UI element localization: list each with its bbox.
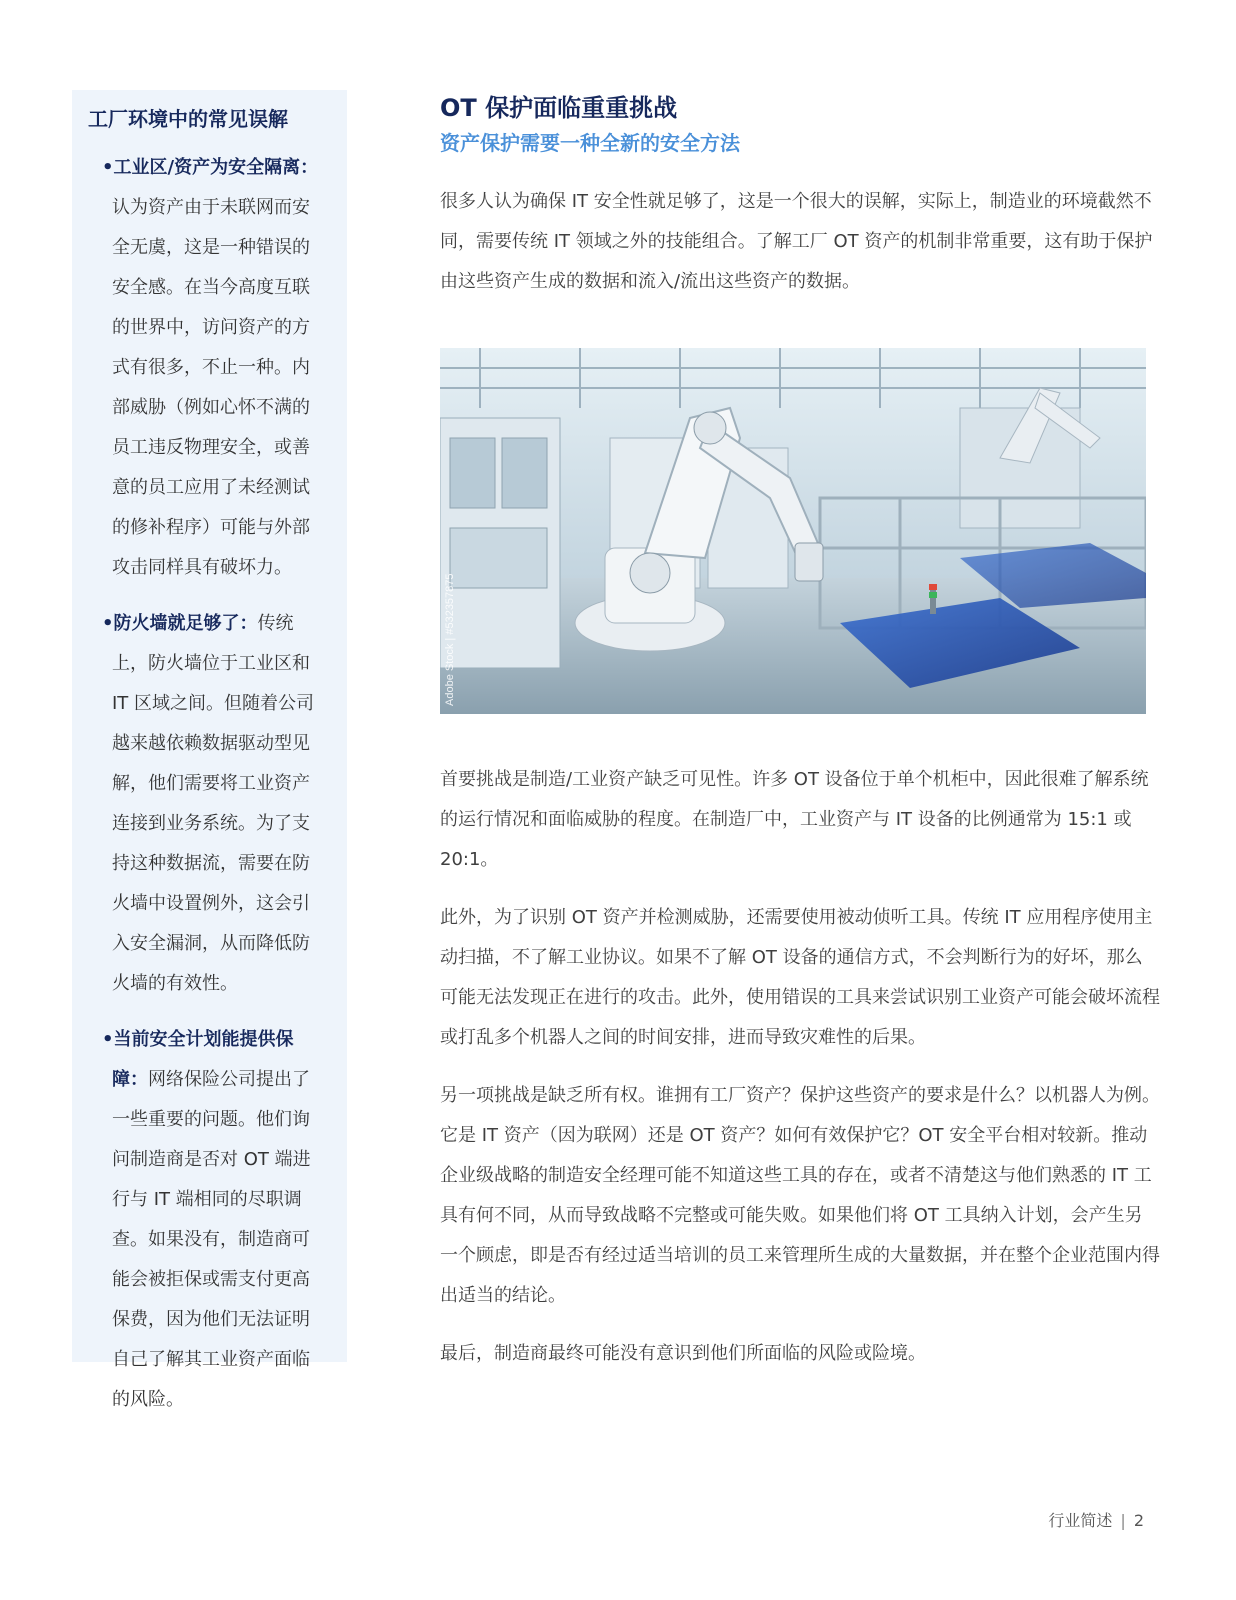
myth-body: 网络保险公司提出了一些重要的问题。他们询问制造商是否对 OT 端进行与 IT 端相同的尽职调查。如果没有，制造商可能会被拒保或需支付更高保费，因为他们无法证明自己了解其工业资产面临的风险。 (112, 1069, 311, 1410)
myth-item (88, 604, 327, 1004)
bullet: • (102, 613, 114, 634)
factory-illustration (440, 348, 1146, 714)
body-paragraph: 首要挑战是制造/工业资产缺乏可见性。许多 OT 设备位于单个机柜中，因此很难了解系统的运行情况和面临威胁的程度。在制造厂中，工业资产与 IT 设备的比例通常为 15:1 或 20:1。 (440, 769, 1149, 870)
myth-text-block (88, 1020, 327, 1420)
bullet: • (102, 157, 114, 178)
page-footer (1048, 1508, 1144, 1531)
intro-paragraph: 很多人认为确保 IT 安全性就足够了，这是一个很大的误解，实际上，制造业的环境截然不同，需要传统 IT 领域之外的技能组合。了解工厂 OT 资产的机制非常重要，这有助于保护由这些资产生成的数据和流入/流出这些资产的数据。 (440, 191, 1153, 292)
bullet: • (102, 1029, 114, 1050)
footer-section: 行业简述 (1048, 1511, 1113, 1530)
misconceptions-sidebar (72, 90, 347, 1410)
footer-separator: | (1120, 1511, 1126, 1530)
stock-watermark: Adobe Stock | #532357875 (444, 573, 456, 706)
body-paragraph: 此外，为了识别 OT 资产并检测威胁，还需要使用被动侦听工具。传统 IT 应用程序使用主动扫描，不了解工业协议。如果不了解 OT 设备的通信方式，不会判断行为的好坏，那么可能无法发现正在进行的攻击。此外，使用错误的工具来尝试识别工业资产可能会破坏流程或打乱多个机器人之间的时间安排，进而导致灾难性的后果。 (440, 907, 1160, 1048)
myth-heading: 当前安全计划能提供保障： (112, 1029, 294, 1090)
myth-item (88, 148, 327, 588)
myth-heading: 防火墙就足够了： (113, 613, 258, 634)
myth-body: 传统上，防火墙位于工业区和 IT 区域之间。但随着公司越来越依赖数据驱动型见解，他们需要将工业资产连接到业务系统。为了支持这种数据流，需要在防火墙中设置例外，这会引入安全漏洞，从而降低防火墙的有效性。 (112, 613, 315, 994)
page-subtitle: 资产保护需要一种全新的安全方法 (440, 131, 740, 155)
myth-item (88, 1020, 327, 1420)
page-title: OT 保护面临重重挑战 (440, 94, 678, 122)
body-paragraphs (440, 760, 1160, 1374)
factory-robot-photo (440, 348, 1146, 714)
sidebar-title: 工厂环境中的常见误解 (88, 107, 288, 131)
body-paragraph: 最后，制造商最终可能没有意识到他们所面临的风险或险境。 (440, 1343, 926, 1364)
myth-text-block (88, 604, 327, 1004)
main-content (440, 92, 1160, 1392)
myth-heading: 工业区/资产为安全隔离： (113, 157, 319, 178)
myth-text-block (88, 148, 327, 588)
page-number: 2 (1133, 1511, 1144, 1530)
body-paragraph: 另一项挑战是缺乏所有权。谁拥有工厂资产？保护这些资产的要求是什么？以机器人为例。它是 IT 资产（因为联网）还是 OT 资产？如何有效保护它？OT 安全平台相对较新。推动企业级战略的制造安全经理可能不知道这些工具的存在，或者不清楚这与他们熟悉的 IT 工具有何不同，从而导致战略不完整或可能失败。如果他们将 OT 工具纳入计划，会产生另一个顾虑，即是否有经过适当培训的员工来管理所生成的大量数据，并在整个企业范围内得出适当的结论。 (440, 1085, 1160, 1306)
myth-body: 认为资产由于未联网而安全无虞，这是一种错误的安全感。在当今高度互联的世界中，访问资产的方式有很多，不止一种。内部威胁（例如心怀不满的员工违反物理安全，或善意的员工应用了未经测试的修补程序）可能与外部攻击同样具有破坏力。 (112, 197, 310, 578)
